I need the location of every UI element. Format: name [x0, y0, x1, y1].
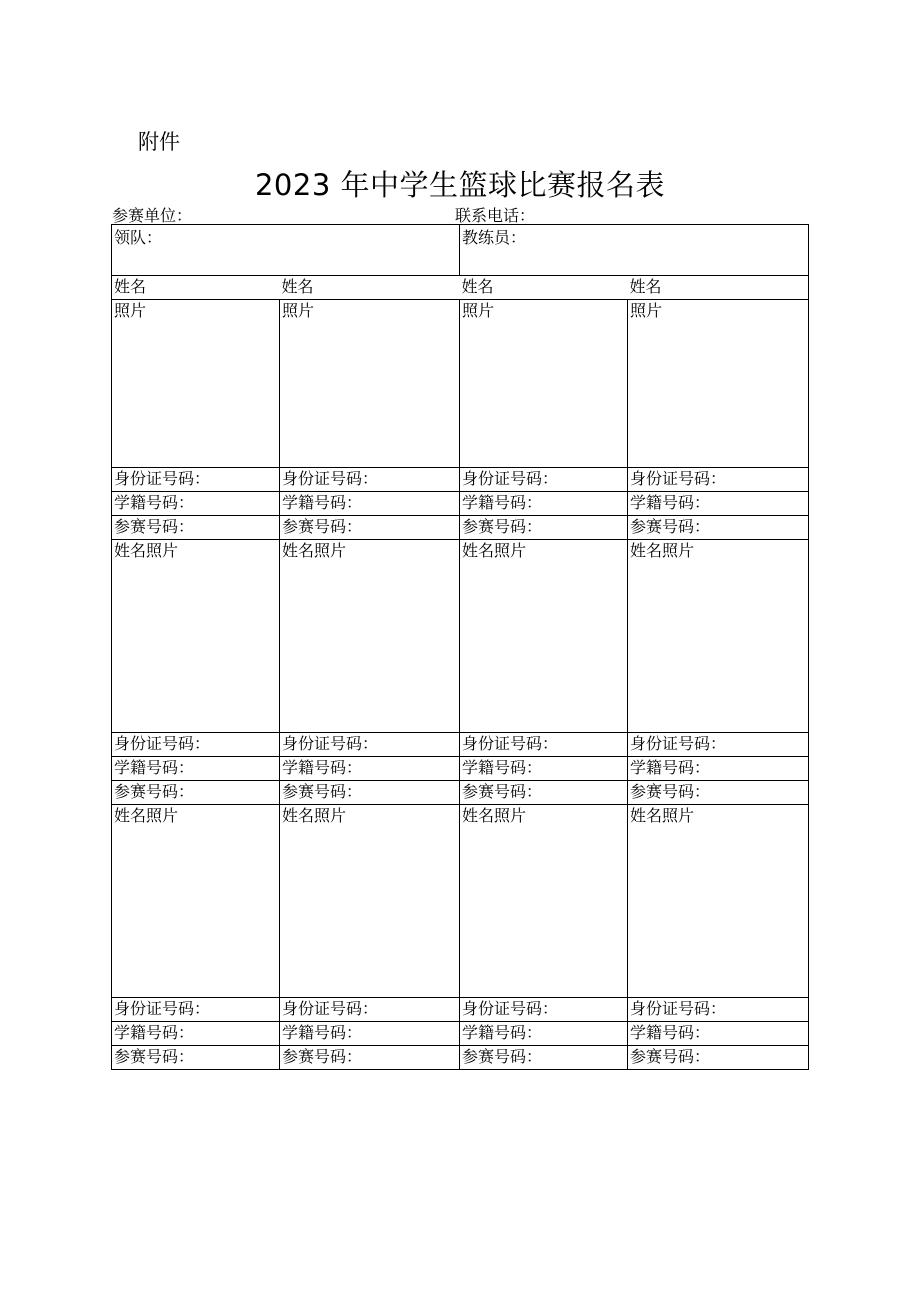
photo-cell[interactable] [112, 805, 280, 998]
entry-no-cell[interactable]: 参赛号码： [460, 516, 628, 540]
student-no-cell[interactable]: 学籍号码： [280, 1022, 460, 1046]
photo-cell[interactable] [628, 300, 809, 468]
student-no-cell[interactable]: 学籍号码： [280, 757, 460, 781]
name-photo-label: 姓名照片 [462, 541, 527, 560]
entry-no-cell[interactable]: 参赛号码： [280, 516, 460, 540]
name-photo-label: 姓名照片 [114, 541, 179, 560]
id-cell[interactable]: 身份证号码： [280, 468, 460, 492]
entry-no-cell[interactable]: 参赛号码： [112, 516, 280, 540]
entry-no-cell[interactable]: 参赛号码： [280, 781, 460, 805]
photo-cell[interactable] [280, 540, 460, 733]
entry-no-cell[interactable]: 参赛号码： [460, 1046, 628, 1070]
student-no-cell[interactable]: 学籍号码： [112, 492, 280, 516]
attachment-label: 附件 [138, 130, 180, 154]
coach-label: 教练员： [462, 228, 527, 247]
id-cell[interactable]: 身份证号码： [628, 733, 809, 757]
entry-no-row [112, 1046, 809, 1070]
entry-no-cell[interactable]: 参赛号码： [628, 781, 809, 805]
entry-no-cell[interactable]: 参赛号码： [628, 1046, 809, 1070]
name-photo-label: 姓名照片 [462, 806, 527, 825]
id-cell[interactable]: 身份证号码： [112, 998, 280, 1022]
student-no-cell[interactable]: 学籍号码： [280, 492, 460, 516]
photo-cell[interactable] [112, 540, 280, 733]
photo-cell[interactable] [460, 805, 628, 998]
student-no-cell[interactable]: 学籍号码： [628, 757, 809, 781]
entry-no-row [112, 781, 809, 805]
phone-label: 联系电话： [455, 206, 536, 225]
student-no-row [112, 1022, 809, 1046]
photo-label: 照片 [462, 301, 495, 320]
entry-no-row [112, 516, 809, 540]
id-cell[interactable]: 身份证号码： [460, 998, 628, 1022]
unit-label: 参赛单位： [112, 206, 193, 225]
student-no-cell[interactable]: 学籍号码： [628, 492, 809, 516]
entry-no-cell[interactable]: 参赛号码： [460, 781, 628, 805]
entry-no-cell[interactable]: 参赛号码： [628, 516, 809, 540]
id-row [112, 998, 809, 1022]
photo-cell[interactable] [460, 540, 628, 733]
name-photo-label: 姓名照片 [282, 541, 347, 560]
entry-no-cell[interactable]: 参赛号码： [112, 1046, 280, 1070]
id-cell[interactable]: 身份证号码： [280, 998, 460, 1022]
photo-cell[interactable] [628, 540, 809, 733]
photo-label: 照片 [114, 301, 147, 320]
photo-cell[interactable] [112, 300, 280, 468]
name-photo-label: 姓名照片 [630, 541, 695, 560]
photo-label: 照片 [630, 301, 663, 320]
photo-cell[interactable] [628, 805, 809, 998]
photo-label: 照片 [282, 301, 315, 320]
student-no-cell[interactable]: 学籍号码： [460, 492, 628, 516]
photo-row [112, 300, 809, 468]
name-header-row [112, 276, 809, 300]
name-photo-label: 姓名照片 [630, 806, 695, 825]
photo-cell[interactable] [280, 805, 460, 998]
name-header: 姓名 [280, 276, 460, 300]
registration-table [111, 224, 809, 1070]
leader-label: 领队： [114, 228, 163, 247]
form-title: 2023 年中学生篮球比赛报名表 [254, 168, 666, 202]
staff-row [112, 225, 809, 276]
student-no-cell[interactable]: 学籍号码： [460, 1022, 628, 1046]
id-row [112, 468, 809, 492]
student-no-row [112, 492, 809, 516]
id-cell[interactable]: 身份证号码： [112, 733, 280, 757]
id-cell[interactable]: 身份证号码： [628, 998, 809, 1022]
name-header: 姓名 [628, 276, 809, 300]
id-cell[interactable]: 身份证号码： [460, 468, 628, 492]
entry-no-cell[interactable]: 参赛号码： [112, 781, 280, 805]
name-photo-label: 姓名照片 [282, 806, 347, 825]
photo-row [112, 805, 809, 998]
student-no-cell[interactable]: 学籍号码： [112, 1022, 280, 1046]
photo-cell[interactable] [280, 300, 460, 468]
photo-cell[interactable] [460, 300, 628, 468]
id-cell[interactable]: 身份证号码： [460, 733, 628, 757]
id-row [112, 733, 809, 757]
student-no-cell[interactable]: 学籍号码： [112, 757, 280, 781]
leader-cell[interactable] [112, 225, 460, 276]
photo-row [112, 540, 809, 733]
id-cell[interactable]: 身份证号码： [112, 468, 280, 492]
entry-no-cell[interactable]: 参赛号码： [280, 1046, 460, 1070]
id-cell[interactable]: 身份证号码： [628, 468, 809, 492]
coach-cell[interactable] [460, 225, 809, 276]
name-photo-label: 姓名照片 [114, 806, 179, 825]
id-cell[interactable]: 身份证号码： [280, 733, 460, 757]
student-no-row [112, 757, 809, 781]
name-header: 姓名 [460, 276, 628, 300]
student-no-cell[interactable]: 学籍号码： [628, 1022, 809, 1046]
student-no-cell[interactable]: 学籍号码： [460, 757, 628, 781]
name-header: 姓名 [112, 276, 280, 300]
